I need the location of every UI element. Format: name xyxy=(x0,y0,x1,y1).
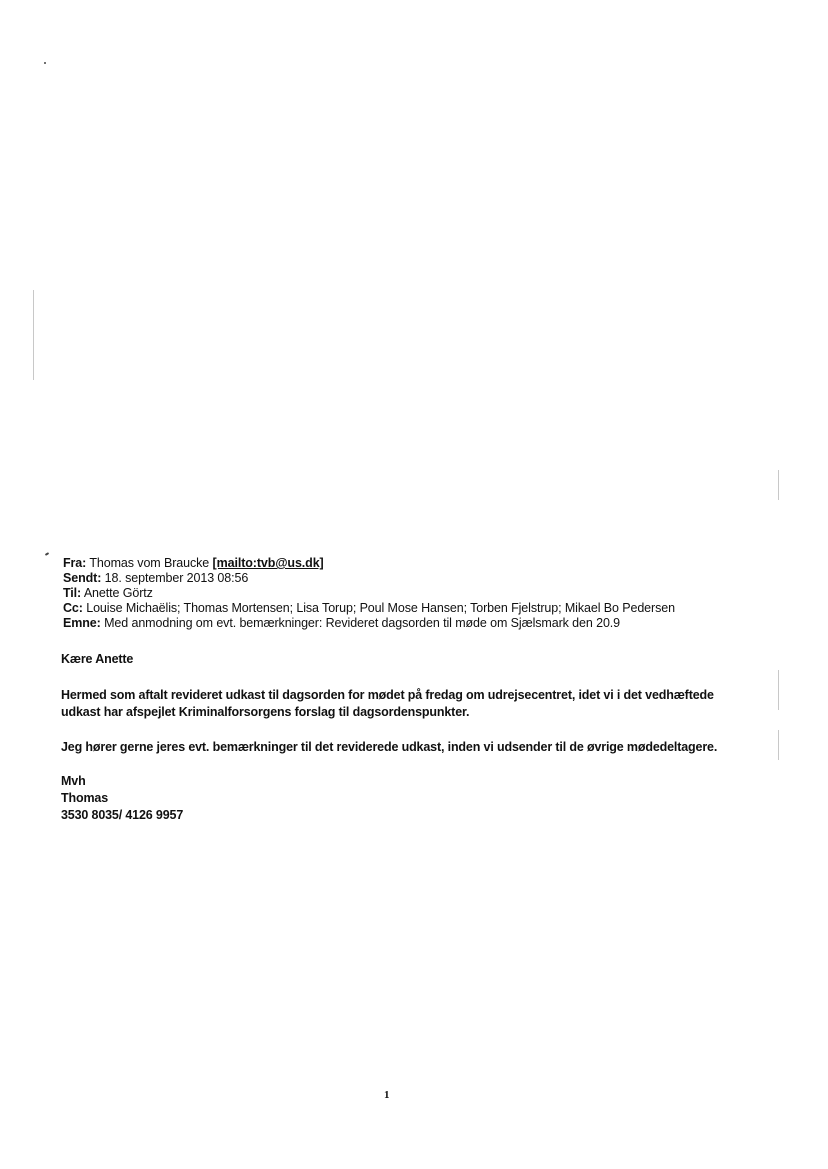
from-line xyxy=(63,556,763,571)
paragraph-1 xyxy=(61,687,761,721)
scan-speck xyxy=(45,552,49,556)
sent-value: 18. september 2013 08:56 xyxy=(104,571,249,585)
to-value: Anette Görtz xyxy=(83,586,153,600)
paragraph-1-line-1: Hermed som aftalt revideret udkast til dagsorden for mødet på fredag om udrejsecentret, idet vi i det vedhæftede xyxy=(61,688,714,702)
to-label: Til: xyxy=(63,586,82,600)
closing: Mvh xyxy=(61,774,86,788)
paragraph-2: Jeg hører gerne jeres evt. bemærkninger til det reviderede udkast, inden vi udsender til de øvrige mødedeltagere. xyxy=(61,740,718,754)
subject-label: Emne: xyxy=(63,616,101,630)
cc-line xyxy=(63,601,763,616)
signature-name: Thomas xyxy=(61,791,109,805)
email-header xyxy=(63,556,763,631)
to-line xyxy=(63,586,763,601)
scan-edge-mark xyxy=(778,670,779,710)
subject-value: Med anmodning om evt. bemærkninger: Revideret dagsorden til møde om Sjælsmark den 20.9 xyxy=(104,616,621,630)
scan-edge-mark xyxy=(778,470,779,500)
from-label: Fra: xyxy=(63,556,87,570)
scan-speck xyxy=(44,62,46,64)
sent-label: Sendt: xyxy=(63,571,102,585)
signature-block xyxy=(61,773,761,824)
sent-line xyxy=(63,571,763,586)
cc-value: Louise Michaëlis; Thomas Mortensen; Lisa Torup; Poul Mose Hansen; Torben Fjelstrup; Mikael Bo Pedersen xyxy=(86,601,675,615)
cc-label: Cc: xyxy=(63,601,83,615)
scan-edge-mark xyxy=(778,730,779,760)
signature-phone: 3530 8035/ 4126 9957 xyxy=(61,808,184,822)
from-name: Thomas vom Braucke xyxy=(89,556,210,570)
page-number: 1 xyxy=(384,1089,390,1101)
subject-line xyxy=(63,616,763,631)
scan-edge-mark xyxy=(33,290,34,380)
greeting: Kære Anette xyxy=(61,652,134,666)
paragraph-1-line-2: udkast har afspejlet Kriminalforsorgens forslag til dagsordenspunkter. xyxy=(61,705,470,719)
from-mailto-link[interactable]: [mailto:tvb@us.dk] xyxy=(212,556,324,570)
